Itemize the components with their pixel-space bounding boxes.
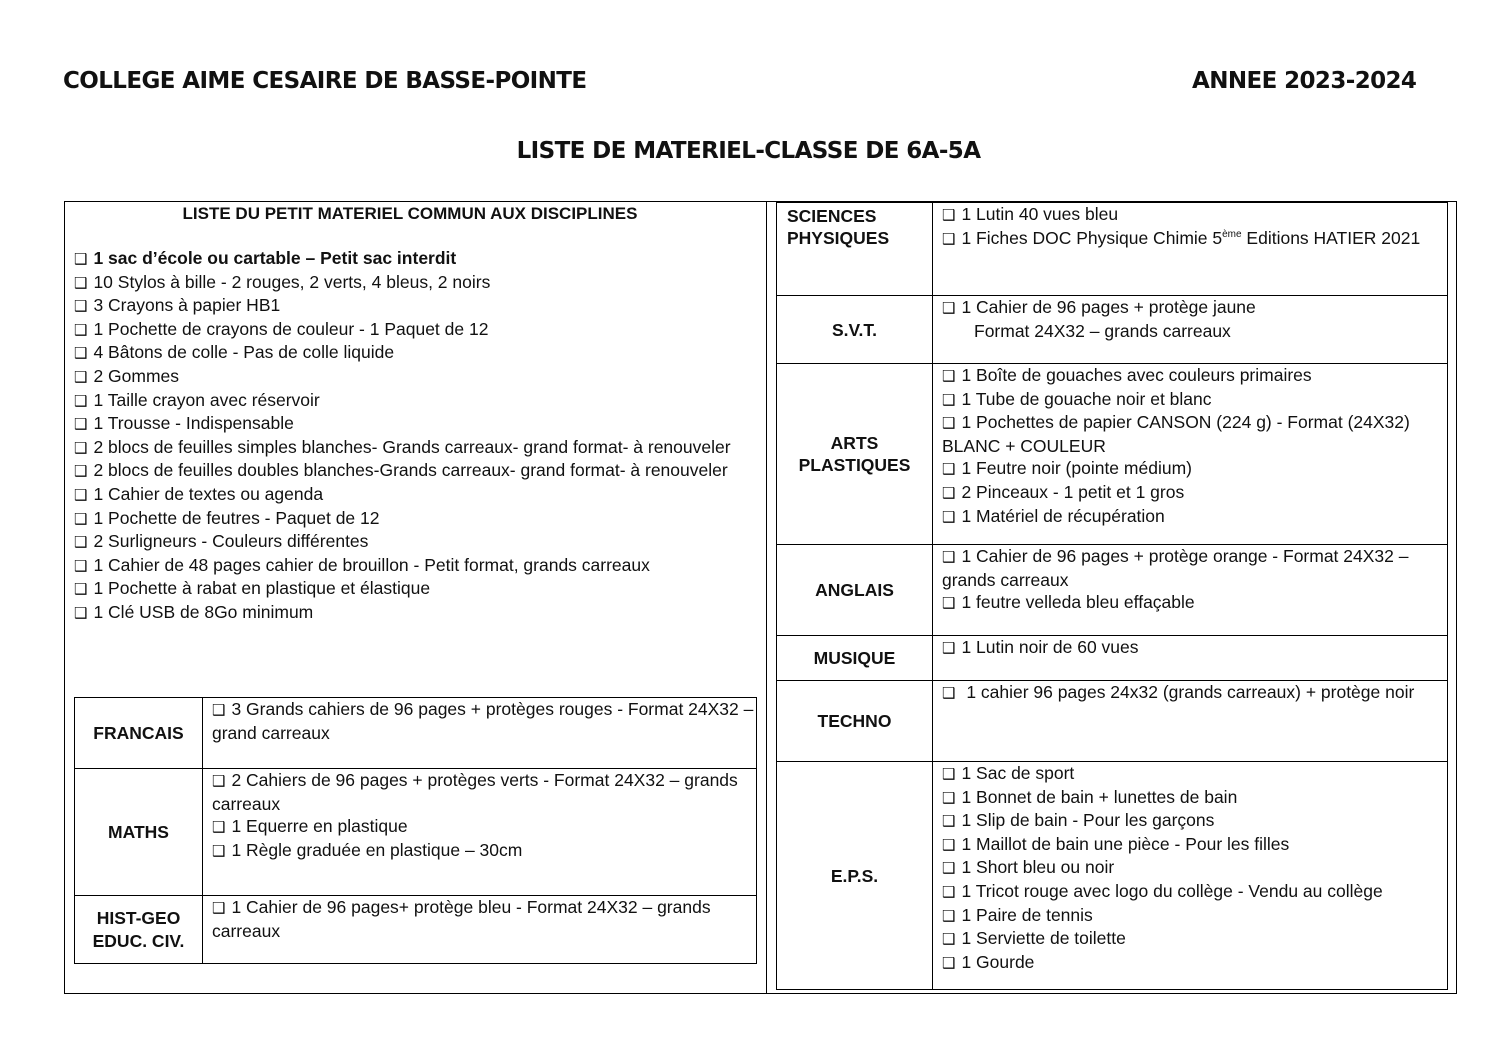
common-material-list: [74, 247, 754, 625]
list-item: ❑ 1 Sac de sport: [942, 763, 1075, 783]
list-item: ❑ 1 Tricot rouge avec logo du collège - Vendu au collège: [942, 880, 1383, 901]
list-item: [74, 271, 754, 295]
checkbox-icon: ❑: [74, 462, 88, 481]
checkbox-icon: ❑: [74, 391, 88, 410]
list-item-text: 10 Stylos à bille - 2 rouges, 2 verts, 4 bleus, 2 noirs: [93, 271, 491, 292]
list-item-text: 1 Taille crayon avec réservoir: [93, 389, 320, 410]
checkbox-icon: ❑: [74, 556, 88, 575]
left-subjects-table: [74, 697, 757, 964]
list-item: ❑ 1 Boîte de gouaches avec couleurs primaires: [942, 365, 1312, 385]
common-material-section: [74, 203, 754, 625]
list-item: ❑ 1 Fiches DOC Physique Chimie 5ème Editions HATIER 2021: [942, 227, 1421, 248]
subject-items: [933, 681, 1448, 762]
subject-items: [933, 364, 1448, 545]
school-name: COLLEGE AIME CESAIRE DE BASSE-POINTE: [63, 68, 587, 94]
checkbox-icon: ❑: [942, 483, 956, 502]
table-row: [777, 203, 1448, 296]
list-item: [74, 318, 754, 342]
list-item: ❑ 1 Cahier de 96 pages + protège orange - Format 24X32 – grands carreaux: [942, 546, 1409, 590]
subject-items: [203, 698, 757, 769]
checkbox-icon: ❑: [942, 765, 956, 783]
column-divider: [766, 201, 767, 994]
list-item: ❑ 1 Règle graduée en plastique – 30cm: [212, 839, 523, 860]
list-item: ❑ 1 Matériel de récupération: [942, 505, 1165, 526]
common-material-title: LISTE DU PETIT MATERIEL COMMUN AUX DISCIPLINES: [182, 204, 638, 223]
checkbox-icon: ❑: [942, 229, 956, 248]
subject-items: [933, 762, 1448, 990]
list-item-text: 1 Pochette de crayons de couleur - 1 Paquet de 12: [93, 318, 489, 339]
list-item-text: 1 Pochette à rabat en plastique et élastique: [93, 578, 431, 599]
checkbox-icon: ❑: [212, 772, 226, 790]
checkbox-icon: ❑: [74, 320, 88, 339]
subject-name: HIST-GEO EDUC. CIV.: [75, 896, 203, 964]
subject-items: [933, 203, 1448, 296]
checkbox-icon: ❑: [74, 273, 88, 292]
subject-items: [933, 296, 1448, 364]
checkbox-icon: ❑: [74, 438, 88, 457]
list-item-text: 3 Crayons à papier HB1: [93, 295, 281, 316]
list-item-text: 2 Surligneurs - Couleurs différentes: [93, 531, 369, 552]
checkbox-icon: ❑: [942, 788, 956, 807]
checkbox-icon: ❑: [74, 367, 88, 386]
checkbox-icon: ❑: [942, 684, 956, 702]
checkbox-icon: ❑: [942, 835, 956, 854]
subject-items: [933, 545, 1448, 636]
checkbox-icon: ❑: [74, 485, 88, 504]
list-item: ❑ 3 Grands cahiers de 96 pages + protèges rouges - Format 24X32 – grand carreaux: [212, 699, 754, 743]
list-item-text: 2 Gommes: [93, 365, 180, 386]
checkbox-icon: ❑: [942, 299, 956, 317]
list-item: ❑ 1 feutre velleda bleu effaçable: [942, 592, 1195, 613]
list-item-text: 1 Cahier de textes ou agenda: [93, 483, 324, 504]
list-item: ❑ 2 Cahiers de 96 pages + protèges verts - Format 24X32 – grands carreaux: [212, 770, 738, 814]
subject-items: [933, 636, 1448, 681]
list-item-text: 1 Cahier de 48 pages cahier de brouillon - Petit format, grands carreaux: [93, 554, 650, 575]
checkbox-icon: ❑: [942, 507, 956, 526]
list-item-text: 2 blocs de feuilles simples blanches- Grands carreaux- grand format- à renouveler: [93, 436, 731, 457]
subject-name: FRANCAIS: [75, 698, 203, 769]
checkbox-icon: ❑: [942, 206, 956, 224]
list-item: [74, 365, 754, 389]
list-item-text: 1 Pochette de feutres - Paquet de 12: [93, 507, 380, 528]
list-item: [74, 294, 754, 318]
subject-name: ANGLAIS: [777, 545, 933, 636]
list-item: ❑ 1 Feutre noir (pointe médium): [942, 458, 1192, 479]
list-item: ❑ 1 Slip de bain - Pour les garçons: [942, 810, 1215, 831]
list-item: [74, 601, 754, 625]
subject-name: ARTS PLASTIQUES: [777, 364, 933, 545]
subject-items: [203, 896, 757, 964]
list-item-text: 2 blocs de feuilles doubles blanches-Grands carreaux- grand format- à renouveler: [93, 460, 728, 481]
list-item-continuation: Format 24X32 – grands carreaux: [974, 320, 1231, 341]
checkbox-icon: ❑: [942, 930, 956, 949]
list-item: [74, 247, 754, 271]
list-item: ❑ 1 Equerre en plastique: [212, 816, 408, 837]
checkbox-icon: ❑: [942, 882, 956, 901]
checkbox-icon: ❑: [942, 548, 956, 566]
list-item: ❑ 1 Cahier de 96 pages + protège jaune: [942, 297, 1256, 317]
list-item-text: 1 Trousse - Indispensable: [93, 413, 294, 434]
list-item: ❑ 1 Bonnet de bain + lunettes de bain: [942, 786, 1238, 807]
list-item: [74, 530, 754, 554]
subject-name: SCIENCES PHYSIQUES: [777, 203, 933, 296]
checkbox-icon: ❑: [942, 367, 956, 385]
table-row: [75, 769, 757, 896]
checkbox-icon: ❑: [74, 297, 88, 316]
subject-name: MUSIQUE: [777, 636, 933, 681]
checkbox-icon: ❑: [942, 953, 956, 972]
checkbox-icon: ❑: [942, 812, 956, 831]
checkbox-icon: ❑: [74, 344, 88, 363]
school-year: ANNEE 2023-2024: [1192, 68, 1417, 94]
checkbox-icon: ❑: [74, 509, 88, 528]
checkbox-icon: ❑: [942, 639, 956, 657]
checkbox-icon: ❑: [212, 899, 226, 917]
checkbox-icon: ❑: [74, 580, 88, 599]
subject-name: MATHS: [75, 769, 203, 896]
list-item: [74, 412, 754, 436]
list-item: [74, 341, 754, 365]
checkbox-icon: ❑: [74, 250, 88, 268]
subject-name: E.P.S.: [777, 762, 933, 990]
list-item: [74, 459, 754, 483]
list-item: [74, 507, 754, 531]
subject-name: S.V.T.: [777, 296, 933, 364]
checkbox-icon: ❑: [74, 533, 88, 552]
checkbox-icon: ❑: [74, 415, 88, 434]
list-item: ❑ 1 Lutin noir de 60 vues: [942, 637, 1139, 657]
list-item: ❑ 1 cahier 96 pages 24x32 (grands carreaux) + protège noir: [942, 682, 1415, 702]
list-item: [74, 577, 754, 601]
list-item: ❑ 1 Gourde: [942, 951, 1035, 972]
list-item: ❑ 1 Tube de gouache noir et blanc: [942, 388, 1212, 409]
list-item: [74, 483, 754, 507]
list-item: ❑ 1 Short bleu ou noir: [942, 857, 1115, 878]
list-item: ❑ 1 Pochettes de papier CANSON (224 g) - Format (24X32) BLANC + COULEUR: [942, 412, 1410, 456]
list-item: ❑ 1 Serviette de toilette: [942, 928, 1126, 949]
list-item: ❑ 2 Pinceaux - 1 petit et 1 gros: [942, 481, 1185, 502]
list-item: ❑ 1 Lutin 40 vues bleu: [942, 204, 1119, 224]
checkbox-icon: ❑: [942, 414, 956, 433]
checkbox-icon: ❑: [212, 818, 226, 837]
table-row: [777, 545, 1448, 636]
checkbox-icon: ❑: [942, 594, 956, 613]
table-row: [777, 296, 1448, 364]
checkbox-icon: ❑: [942, 390, 956, 409]
table-row: [75, 896, 757, 964]
checkbox-icon: ❑: [942, 460, 956, 479]
table-row: [75, 698, 757, 769]
list-item-text: 4 Bâtons de colle - Pas de colle liquide: [93, 342, 395, 363]
list-item: [74, 436, 754, 460]
list-item: ❑ 1 Maillot de bain une pièce - Pour les filles: [942, 833, 1290, 854]
list-item: [74, 554, 754, 578]
list-item-text: 1 Clé USB de 8Go minimum: [93, 601, 314, 622]
checkbox-icon: ❑: [942, 859, 956, 878]
table-row: [777, 681, 1448, 762]
table-row: [777, 364, 1448, 545]
checkbox-icon: ❑: [212, 701, 226, 719]
table-row: [777, 762, 1448, 990]
list-item: [74, 389, 754, 413]
checkbox-icon: ❑: [212, 841, 226, 860]
table-row: [777, 636, 1448, 681]
page-title: LISTE DE MATERIEL-CLASSE DE 6A-5A: [516, 138, 981, 164]
checkbox-icon: ❑: [74, 603, 88, 622]
checkbox-icon: ❑: [942, 906, 956, 925]
right-subjects-table: [776, 202, 1448, 990]
subject-name: TECHNO: [777, 681, 933, 762]
subject-items: [203, 769, 757, 896]
list-item-text: 1 sac d’école ou cartable – Petit sac interdit: [93, 248, 457, 268]
list-item: ❑ 1 Cahier de 96 pages+ protège bleu - Format 24X32 – grands carreaux: [212, 897, 711, 941]
list-item: ❑ 1 Paire de tennis: [942, 904, 1093, 925]
